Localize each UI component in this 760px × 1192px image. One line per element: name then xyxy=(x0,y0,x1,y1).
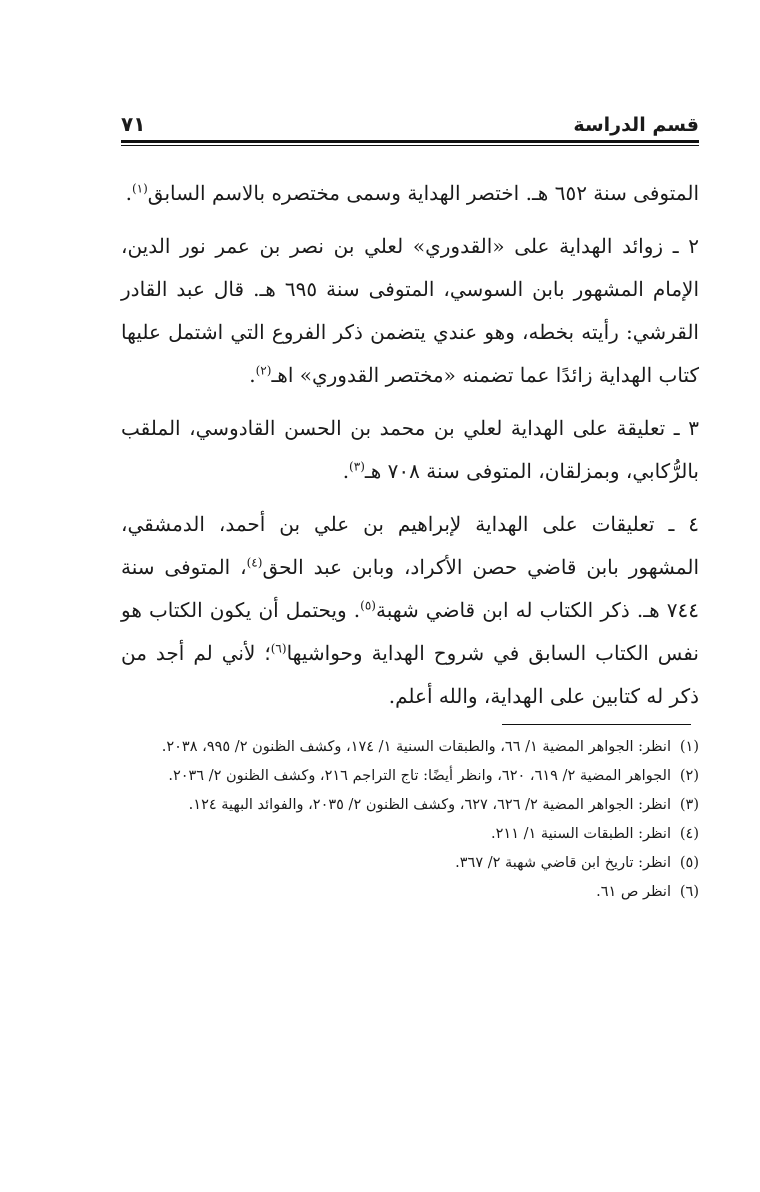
paragraph-2: ٢ ـ زوائد الهداية على «القدوري» لعلي بن نصر بن عمر نور الدين، الإمام المشهور بابن السوسي، المتوفى سنة ٦٩٥ هـ. قال عبد القادر القرشي: رأيته بخطه، وهو عندي يتضمن ذكر الفروع التي اشتمل عليها كتاب الهداية زائدًا عما تضمنه «مختصر القدوري» اهـ$^{(٢)}$. xyxy=(121,234,700,387)
footnote-ref-2: (٢) xyxy=(255,363,272,378)
footnotes xyxy=(121,734,699,908)
footnote-ref-3: (٣) xyxy=(349,459,365,474)
footnote-item: (١) انظر: الجواهر المضية ١/ ٦٦، والطبقات السنية ١/ ١٧٤، وكشف الظنون ٢/ ٩٩٥، ٢٠٣٨. xyxy=(161,739,699,755)
footnote-ref-5: (٥) xyxy=(360,598,376,613)
footnote-item: (٢) الجواهر المضية ٢/ ٦١٩، ٦٢٠، وانظر أيضًا: تاج التراجم ٢١٦، وكشف الظنون ٢/ ٢٠٣٦. xyxy=(168,768,699,784)
footnote-item: (٥) انظر: تاريخ ابن قاضي شهبة ٢/ ٣٦٧. xyxy=(455,855,699,871)
footnote-ref-1: (١) xyxy=(131,181,148,196)
footnote-separator xyxy=(502,724,691,725)
section-title: قسم الدراسة xyxy=(573,114,699,136)
page-number: ٧١ xyxy=(121,112,146,136)
header-rule-thin xyxy=(121,145,699,146)
paragraph-1: المتوفى سنة ٦٥٢ هـ. اختصر الهداية وسمى مختصره بالاسم السابق$^{(١)}$. xyxy=(125,181,699,205)
footnote-item: (٤) انظر: الطبقات السنية ١/ ٢١١. xyxy=(491,826,699,842)
footnote-item: (٦) انظر ص ٦١. xyxy=(596,884,699,900)
page-header xyxy=(121,106,699,136)
main-text xyxy=(121,172,699,728)
footnote-ref-6: (٦) xyxy=(270,641,287,656)
paragraph-3: ٣ ـ تعليقة على الهداية لعلي بن محمد بن الحسن القادوسي، الملقب بالرُّكابي، وبمزلقان، المتوفى سنة ٧٠٨ هـ$^{(٣)}$. xyxy=(121,416,699,483)
footnote-item: (٣) انظر: الجواهر المضية ٢/ ٦٢٦، ٦٢٧، وكشف الظنون ٢/ ٢٠٣٥، والفوائد البهية ١٢٤. xyxy=(188,797,699,813)
footnote-ref-4: (٤) xyxy=(246,555,263,570)
header-rule-thick xyxy=(121,140,699,143)
paragraph-4: ٤ ـ تعليقات على الهداية لإبراهيم بن علي بن أحمد، الدمشقي، المشهور بابن قاضي حصن الأكراد، وبابن عبد الحق$^{(٤)}$، المتوفى سنة ٧٤٤ هـ. ذكر الكتاب له ابن قاضي شهبة$^{(٥)}$. ويحتمل أن يكون الكتاب هو نفس الكتاب السابق في شروح الهداية وحواشيها$^{(٦)}$؛ لأني لم أجد من ذكر له كتابين على الهداية، والله أعلم. xyxy=(121,512,699,708)
